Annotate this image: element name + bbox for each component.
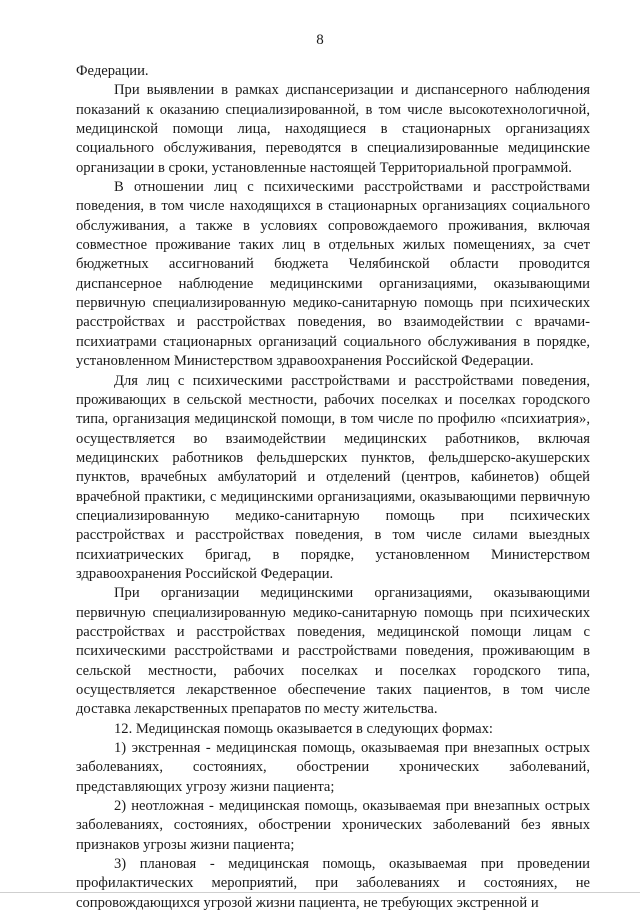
paragraph-mental-disorders-observation: В отношении лиц с психическими расстройствами и расстройствами поведения, в том числе находящихся в стационарных организациях социального обслуживания, а также в условиях сопровождаемого проживания, включая совместное проживание таких лиц в отдельных жилых помещениях, за счет бюджетных ассигнований бюджета Челябинской области проводится диспансерное наблюдение медицинскими организациями, оказывающими первичную специализированную медико-санитарную помощь при психических расстройствах и расстройствах поведения, во взаимодействии с врачами-психиатрами стационарных организаций социального обслуживания в порядке, установленном Министерством здравоохранения Российской Федерации. xyxy=(76,179,590,370)
paragraph-rural-psychiatry: Для лиц с психическими расстройствами и расстройствами поведения, проживающих в сельской местности, рабочих поселках и поселках городского типа, организация медицинской помощи, в том числе по профилю «психиатрия», осуществляется во взаимодействии медицинских работников, включая медицинских работников фельдшерских пунктов, фельдшерско-акушерских пунктов, врачебных амбулаторий и отделений (центров, кабинетов) общей врачебной практики, с медицинскими организациями, оказывающими первичную специализированную медико-санитарную помощь при психических расстройствах и расстройствах поведения, в том числе силами выездных психиатрических бригад, в порядке, установленном Министерством здравоохранения Российской Федерации. xyxy=(76,372,590,582)
scan-bottom-edge xyxy=(0,892,640,893)
paragraph-drug-provision: При организации медицинскими организациями, оказывающими первичную специализированную медико-санитарную помощь при психических расстройствах и расстройствах поведения, медицинской помощи лицам с психическими расстройствами и расстройствами поведения, проживающим в сельской местности, рабочих поселках и поселках городского типа, осуществляется лекарственное обеспечение таких пациентов, в том числе доставка лекарственных препаратов по месту жительства. xyxy=(76,585,590,718)
page-number: 8 xyxy=(316,32,324,48)
document-body xyxy=(76,62,590,913)
list-item-planned: 3) плановая - медицинская помощь, оказываемая при проведении профилактических мероприятий, при заболеваниях и состояниях, не сопровождающихся угрозой жизни пациента, не требующих экстренной и xyxy=(76,856,590,911)
list-item-emergency: 1) экстренная - медицинская помощь, оказываемая при внезапных острых заболеваниях, состояниях, обострении хронических заболеваний, представляющих угрозу жизни пациента; xyxy=(76,740,590,795)
paragraph-continuation: Федерации. xyxy=(76,63,149,79)
section-12-heading: 12. Медицинская помощь оказывается в следующих формах: xyxy=(114,720,493,737)
list-item-urgent: 2) неотложная - медицинская помощь, оказываемая при внезапных острых заболеваниях, состояниях, обострении хронических заболеваний без явных признаков угрозы жизни пациента; xyxy=(76,798,590,853)
paragraph-dispensary-transfer: При выявлении в рамках диспансеризации и диспансерного наблюдения показаний к оказанию специализированной, в том числе высокотехнологичной, медицинской помощи лица, находящиеся в стационарных организациях социального обслуживания, переводятся в специализированные медицинские организации в сроки, установленные настоящей Территориальной программой. xyxy=(76,82,590,176)
